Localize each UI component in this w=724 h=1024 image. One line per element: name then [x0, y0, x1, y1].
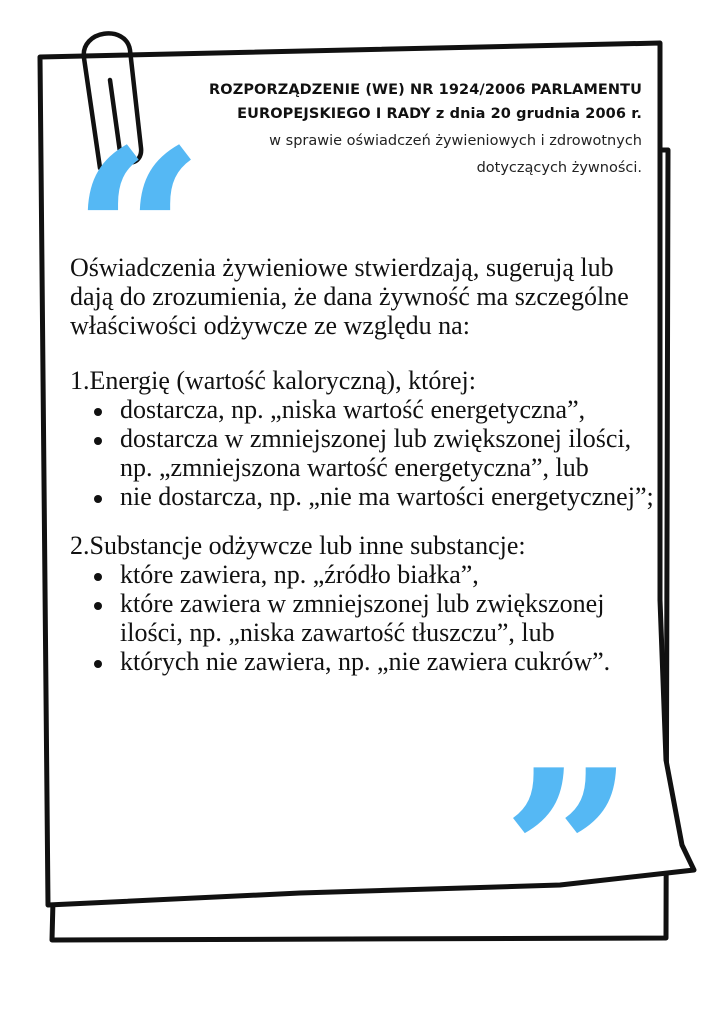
list-item [94, 647, 660, 676]
intro-paragraph: Oświadczenia żywieniowe stwierdzają, sugerują lub dają do zrozumienia, że dana żywność ma szczególne właściwości odżywcze ze względu na: [70, 253, 629, 340]
list-item-text: które zawiera w zmniejszonej lub zwiększonej ilości, np. „niska zawartość tłuszczu”, lub [120, 589, 605, 647]
list-item [94, 560, 660, 589]
bullet-icon [94, 602, 102, 610]
list-item-text: które zawiera, np. „źródło białka”, [120, 560, 479, 589]
list-item [94, 482, 660, 511]
close-quote-icon: ” [502, 720, 621, 990]
header-title-line-1: ROZPORZĄDZENIE (WE) NR 1924/2006 PARLAMENTU [209, 82, 642, 98]
section-energy [70, 366, 660, 511]
list-item-text: których nie zawiera, np. „nie zawiera cukrów”. [120, 647, 611, 676]
list-item-text: dostarcza w zmniejszonej lub zwiększonej ilości, np. „zmniejszona wartość energetyczna”, lub [120, 424, 632, 482]
bullet-list [70, 560, 660, 676]
bullet-icon [94, 573, 102, 581]
section-title: 1.Energię (wartość kaloryczną), której: [70, 366, 476, 395]
section-title: 2.Substancje odżywcze lub inne substancje: [70, 531, 526, 560]
list-item [94, 395, 660, 424]
bullet-icon [94, 495, 102, 503]
section-nutrients [70, 531, 660, 676]
open-quote-icon: “ [72, 100, 191, 370]
bullet-icon [94, 660, 102, 668]
list-item [94, 424, 660, 482]
bullet-list [70, 395, 660, 511]
bullet-icon [94, 408, 102, 416]
list-item-text: dostarcza, np. „niska wartość energetyczna”, [120, 395, 586, 424]
list-item [94, 589, 660, 647]
note-body [70, 253, 660, 696]
header-subtitle-line-2: dotyczących żywności. [476, 160, 642, 176]
header-subtitle-line-1: w sprawie oświadczeń żywieniowych i zdrowotnych [269, 133, 642, 149]
list-item-text: nie dostarcza, np. „nie ma wartości energetycznej”; [120, 482, 654, 511]
header-title-line-2: EUROPEJSKIEGO I RADY z dnia 20 grudnia 2006 r. [237, 106, 642, 122]
bullet-icon [94, 437, 102, 445]
